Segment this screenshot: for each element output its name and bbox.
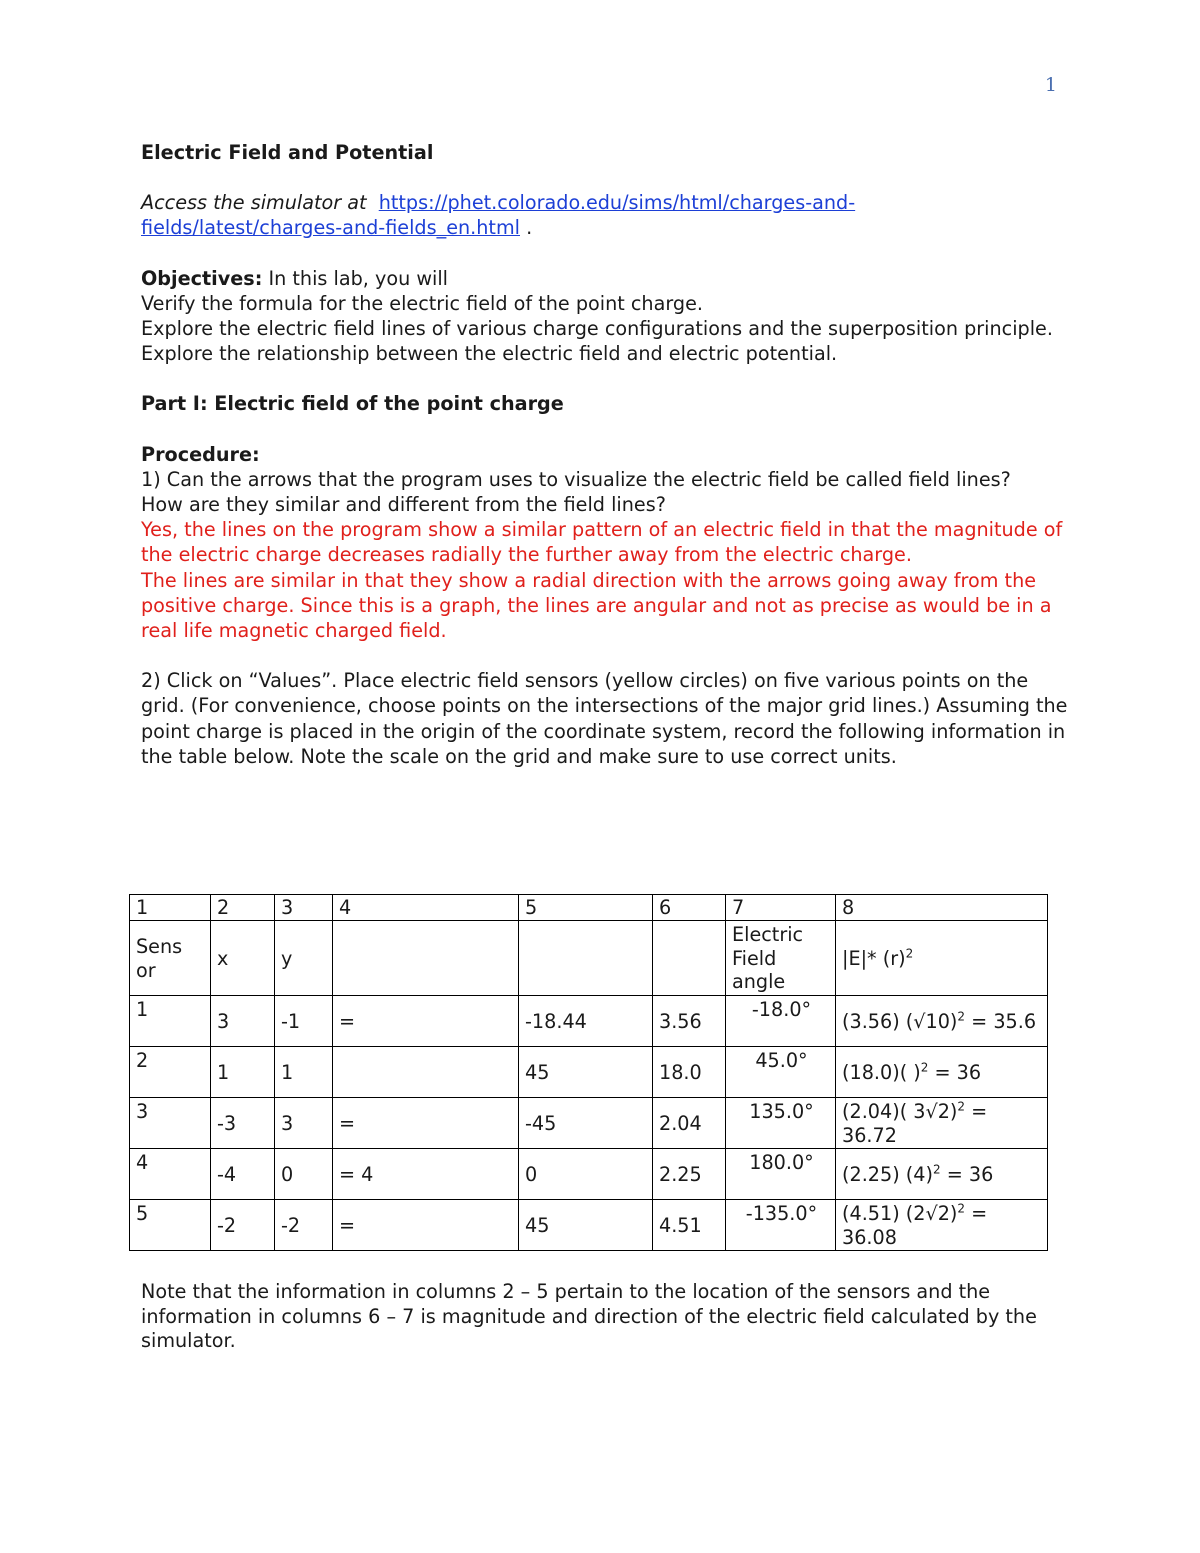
sensor-table <box>129 894 1048 1251</box>
column-number: 1 <box>130 895 211 921</box>
angle-cell: 45.0° <box>726 1047 836 1098</box>
access-paragraph <box>141 190 1071 240</box>
col5-cell: 0 <box>519 1149 653 1200</box>
col5-cell: 45 <box>519 1200 653 1251</box>
x-cell: -3 <box>211 1098 275 1149</box>
objectives-intro: Objectives: In this lab, you will <box>141 266 449 290</box>
product-cell: (2.25) $(4)^2 = 36$ <box>836 1149 1048 1200</box>
angle-cell: -135.0° <box>726 1200 836 1251</box>
sensor-cell: 2 <box>130 1047 211 1098</box>
table-row <box>130 996 1048 1047</box>
sensor-cell: 1 <box>130 996 211 1047</box>
header-col6 <box>653 921 726 996</box>
simulator-link-line1[interactable]: https://phet.colorado.edu/sims/html/charges-and- <box>378 191 856 215</box>
x-cell: -4 <box>211 1149 275 1200</box>
header-x: x <box>211 921 275 996</box>
column-number: 7 <box>726 895 836 921</box>
x-cell: 1 <box>211 1047 275 1098</box>
col5-cell: 45 <box>519 1047 653 1098</box>
sensor-cell: 4 <box>130 1149 211 1200</box>
question-2: 2) Click on “Values”. Place electric field sensors (yellow circles) on five various points on the grid. (For convenience, choose points on the intersections of the major grid lines.) Assuming the point charge is placed in the origin of the coordinate system, record the following information in the table below. Note the scale on the grid and make sure to use correct units. <box>141 669 1068 768</box>
column-number: 3 <box>275 895 333 921</box>
column-number: 4 <box>333 895 519 921</box>
answer-1: Yes, the lines on the program show a similar pattern of an electric field in that the magnitude of the electric charge decreases radially the further away from the electric charge. <box>141 518 1063 567</box>
simulator-link-line2[interactable]: fields/latest/charges-and-fields_en.html <box>141 216 520 240</box>
header-e-times-r2: |E|* $(r)^2$ <box>836 921 1048 996</box>
document-title: Electric Field and Potential <box>141 141 434 164</box>
column-number-row <box>130 895 1048 921</box>
objectives-label: Objectives: <box>141 266 263 290</box>
sensor-cell: 5 <box>130 1200 211 1251</box>
column-number: 5 <box>519 895 653 921</box>
objective-item: Explore the relationship between the electric field and electric potential. <box>141 342 838 366</box>
access-prefix: Access the simulator at <box>141 191 367 215</box>
table-row <box>130 1047 1048 1098</box>
magnitude-cell: 18.0 <box>653 1047 726 1098</box>
column-number: 6 <box>653 895 726 921</box>
product-cell: (2.04)( 3√2)$^2$ = 36.72 <box>836 1098 1048 1149</box>
header-col5 <box>519 921 653 996</box>
product-cell: (4.51) $(2√2)^2 = 36.08$ <box>836 1200 1048 1251</box>
objective-item: Verify the formula for the electric field of the point charge. <box>141 291 703 315</box>
product-cell: (3.56) $(√10)^2 = 35.6$ <box>836 996 1048 1047</box>
y-cell: 3 <box>275 1098 333 1149</box>
angle-cell: -18.0° <box>726 996 836 1047</box>
table-row <box>130 1149 1048 1200</box>
col4-cell: = <box>333 996 519 1047</box>
table-note: Note that the information in columns 2 – 5 pertain to the location of the sensors and the information in columns 6 – 7 is magnitude and direction of the electric field calculated by the simulator. <box>141 1280 1037 1353</box>
page-number: 1 <box>1044 74 1057 96</box>
table-row <box>130 1098 1048 1149</box>
product-cell: (18.0)( )$^2$ = 36 <box>836 1047 1048 1098</box>
col4-cell: = <box>333 1200 519 1251</box>
x-cell: 3 <box>211 996 275 1047</box>
column-number: 8 <box>836 895 1048 921</box>
x-cell: -2 <box>211 1200 275 1251</box>
answer-2: The lines are similar in that they show a radial direction with the arrows going away from the positive charge. Since this is a graph, the lines are angular and not as precise as would be in a real life magnetic charged field. <box>141 568 1052 643</box>
col4-cell: = 4 <box>333 1149 519 1200</box>
header-y: y <box>275 921 333 996</box>
magnitude-cell: 4.51 <box>653 1200 726 1251</box>
magnitude-cell: 2.25 <box>653 1149 726 1200</box>
sensor-cell: 3 <box>130 1098 211 1149</box>
question-1-followup: How are they similar and different from the field lines? <box>141 493 666 517</box>
col4-cell: = <box>333 1098 519 1149</box>
procedure-label: Procedure: <box>141 442 260 466</box>
column-number: 2 <box>211 895 275 921</box>
header-row <box>130 921 1048 996</box>
angle-cell: 135.0° <box>726 1098 836 1149</box>
y-cell: -1 <box>275 996 333 1047</box>
y-cell: 0 <box>275 1149 333 1200</box>
access-suffix: . <box>526 216 533 240</box>
col4-cell <box>333 1047 519 1098</box>
header-col4 <box>333 921 519 996</box>
col5-cell: -18.44 <box>519 996 653 1047</box>
question-1: 1) Can the arrows that the program uses to visualize the electric field be called field lines? <box>141 467 1011 491</box>
header-field-angle: Electric Field angle <box>726 921 836 996</box>
header-sensor: Sens or <box>130 921 211 996</box>
table-row <box>130 1200 1048 1251</box>
objective-item: Explore the electric field lines of various charge configurations and the superposition principle. <box>141 317 1053 341</box>
angle-cell: 180.0° <box>726 1149 836 1200</box>
col5-cell: -45 <box>519 1098 653 1149</box>
magnitude-cell: 2.04 <box>653 1098 726 1149</box>
y-cell: -2 <box>275 1200 333 1251</box>
magnitude-cell: 3.56 <box>653 996 726 1047</box>
part1-heading: Part I: Electric field of the point charge <box>141 392 564 416</box>
document-body <box>141 140 1071 769</box>
y-cell: 1 <box>275 1047 333 1098</box>
